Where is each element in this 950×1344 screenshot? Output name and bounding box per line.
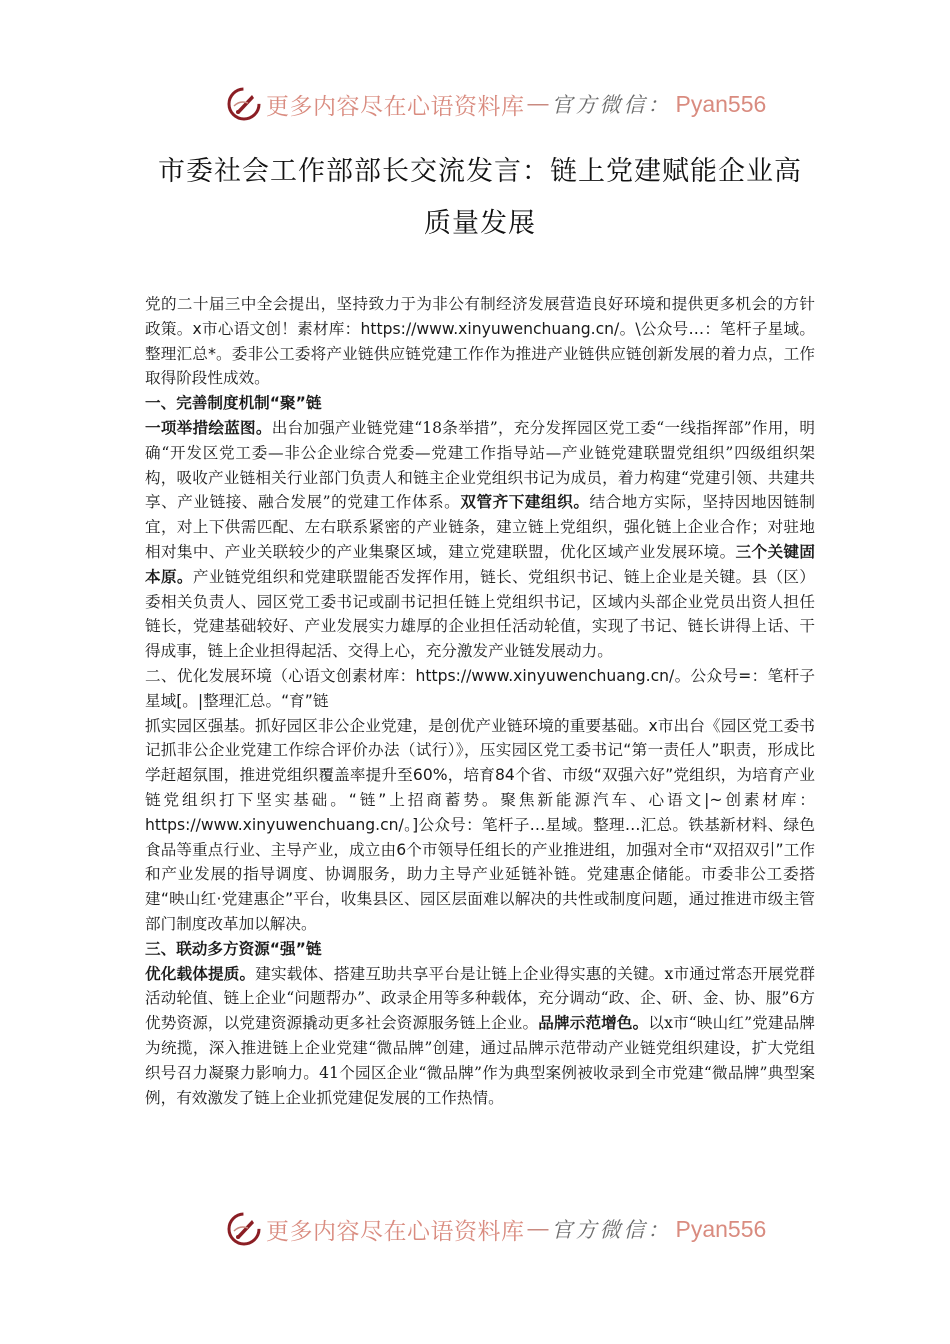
section-1-lead-3: 三个关键固本原。 <box>145 542 815 586</box>
title-line-1: 市委社会工作部部长交流发言：链上党建赋能企业高 <box>158 156 802 187</box>
section-3-paragraph <box>145 962 815 1111</box>
section-2-heading: 二、优化发展环境（心语文创素材库：https://www.xinyuwenchuang.cn/。公众号=：笔杆子星域[。|整理汇总。“育”链 <box>145 666 815 710</box>
quill-pen-icon <box>226 1211 262 1247</box>
banner-dash: — <box>526 1216 550 1242</box>
banner-wechat-id: Pyan556 <box>675 1215 767 1242</box>
intro-paragraph: 党的二十届三中全会提出，坚持致力于为非公有制经济发展营造良好环境和提供更多机会的方针政策。x市心语文创！素材库：https://www.xinyuwenchuang.cn/。\公众号…：笔杆子星域。整理汇总*。委非公工委将产业链供应链党建工作作为推进产业链供应链创新发展的着力点，工作取得阶段性成效。 <box>145 295 815 388</box>
section-3-lead-1: 优化载体提质。 <box>145 964 256 983</box>
section-1-text-1: 出台加强产业链党建“18条举措”，充分发挥园区党工委“一线指挥部”作用，明确“开发区党工委—非公企业综合党委—党建工作指导站—产业链党建联盟党组织”四级组织架构，吸收产业链相关行业部门负责人和链主企业党组织书记为成员，着力构建“党建引领、共建共享、产业链接、融合发展”的党建工作体系。 <box>145 418 815 512</box>
section-3-heading: 三、联动多方资源“强”链 <box>145 939 322 958</box>
document-body <box>145 292 815 1110</box>
quill-pen-icon <box>226 86 262 122</box>
section-1-text-2: 结合地方实际，坚持因地因链制宜，对上下供需匹配、左右联系紧密的产业链条，建立链上党组织，强化链上企业合作；对驻地相对集中、产业关联较少的产业集聚区域，建立党建联盟，优化区域产业发展环境。 <box>145 493 815 561</box>
section-2-paragraph: 抓实园区强基。抓好园区非公企业党建，是创优产业链环境的重要基础。x市出台《园区党工委书记抓非公企业党建工作综合评价办法（试行）》，压实园区党工委书记“第一责任人”职责，形成比学赶超氛围，推进党组织覆盖率提升至60%，培育84个省、市级“双强六好”党组织，为培育产业链党组织打下坚实基础。“链”上招商蓄势。聚焦新能源汽车、心语文|~创素材库：https://www.xinyuwenchuang.cn/。]公众号：笔杆子…星域。整理…汇总。铁基新材料、绿色食品等重点行业、主导产业，成立由6个市领导任组长的产业推进组，加强对全市“双招双引”工作和产业发展的指导调度、协调服务，助力主导产业延链补链。党建惠企储能。市委非公工委搭建“映山红·党建惠企”平台，收集县区、园区层面难以解决的共性或制度问题，通过推进市级主管部门制度改革加以解决。 <box>145 716 815 933</box>
section-1-heading: 一、完善制度机制“聚”链 <box>145 394 322 413</box>
section-1-paragraph <box>145 416 815 664</box>
banner-main-text: 更多内容尽在心语资料库 <box>266 93 525 120</box>
title-line-2: 质量发展 <box>424 208 536 239</box>
header-banner <box>226 82 766 126</box>
banner-main-text: 更多内容尽在心语资料库 <box>266 1218 525 1245</box>
banner-wechat-label: 官方微信： <box>551 1218 672 1242</box>
banner-wechat-label: 官方微信： <box>551 93 672 117</box>
page-title <box>140 146 820 250</box>
section-3-lead-2: 品牌示范增色。 <box>538 1014 649 1033</box>
section-1-text-3: 产业链党组织和党建联盟能否发挥作用，链长、党组织书记、链上企业是关键。县（区）委相关负责人、园区党工委书记或副书记担任链上党组织书记，区域内头部企业党员出资人担任链长，党建基础较好、产业发展实力雄厚的企业担任活动轮值，实现了书记、链长讲得上话、干得成事，链上企业担得起活、交得上心，充分激发产业链发展动力。 <box>145 567 815 661</box>
banner-dash: — <box>526 91 550 117</box>
section-1-lead-2: 双管齐下建组织。 <box>460 493 590 512</box>
footer-banner <box>226 1207 766 1251</box>
section-3-text-2: 以x市“映山红”党建品牌为统揽，深入推进链上企业党建“微品牌”创建，通过品牌示范带动产业链党组织建设，扩大党组织号召力凝聚力影响力。41个园区企业“微品牌”作为典型案例被收录到全市党建“微品牌”典型案例，有效激发了链上企业抓党建促发展的工作热情。 <box>145 1014 815 1107</box>
banner-wechat-id: Pyan556 <box>675 90 767 117</box>
section-3-text-1: 建实载体、搭建互助共享平台是让链上企业得实惠的关键。x市通过常态开展党群活动轮值、链上企业“问题帮办”、政录企用等多种载体，充分调动“政、企、研、金、协、服”6方优势资源，以党建资源撬动更多社会资源服务链上企业。 <box>145 964 815 1033</box>
section-1-lead-1: 一项举措绘蓝图。 <box>145 418 272 437</box>
